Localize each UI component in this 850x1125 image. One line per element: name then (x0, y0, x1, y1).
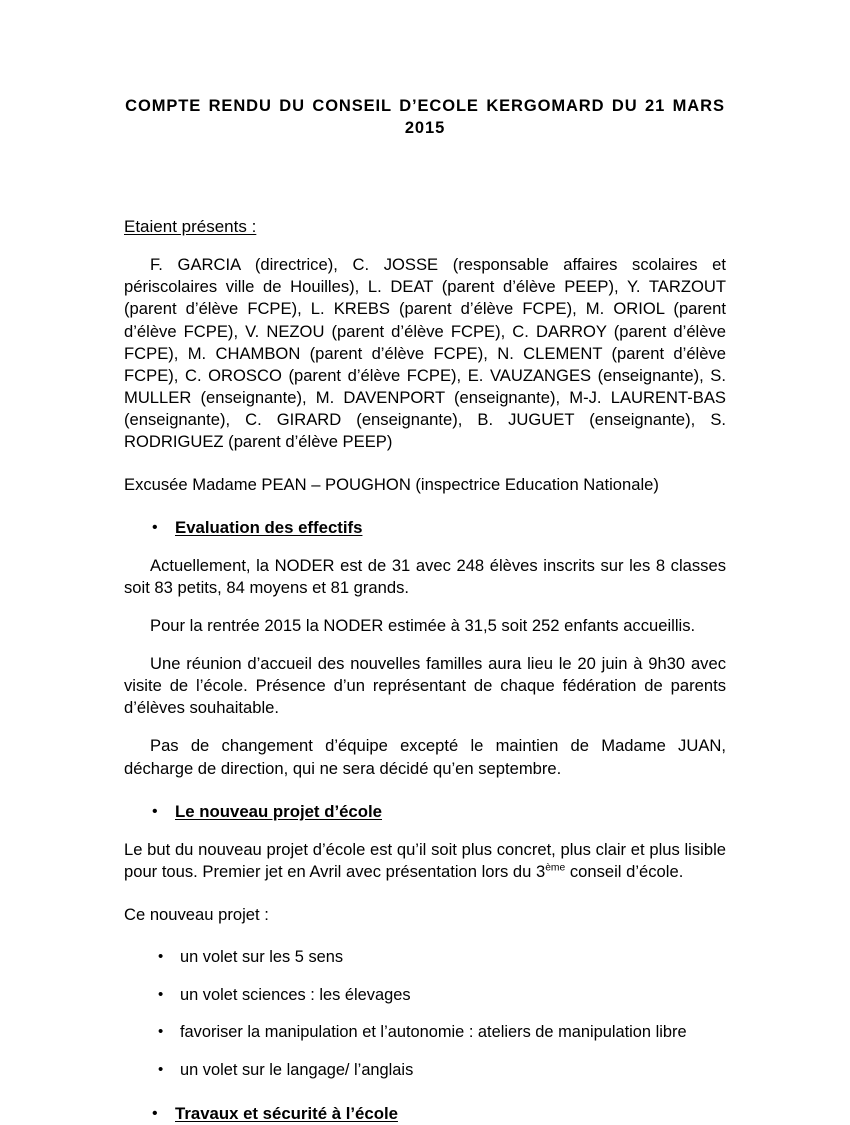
list-item (124, 1060, 726, 1082)
document-content (124, 0, 726, 1125)
spacer (124, 496, 726, 517)
section-heading-label: Le nouveau projet d’école (175, 801, 383, 821)
project-intro-text-a: Le but du nouveau projet d’école est qu’il soit plus concret, plus clair et plus lisible pour tous. Premier jet en Avril avec présentation lors du 3 (124, 839, 726, 881)
list-item (124, 1022, 726, 1044)
spacer (124, 926, 726, 947)
page-title: COMPTE RENDU DU CONSEIL D’ECOLE KERGOMARD DU 21 MARS 2015 (125, 97, 725, 137)
spacer (124, 969, 726, 985)
spacer (124, 599, 726, 615)
attendance-list: F. GARCIA (directrice), C. JOSSE (responsable affaires scolaires et périscolaires ville de Houilles), L. DEAT (parent d’élève PEEP), Y. TARZOUT (parent d’élève FCPE), L. KREBS (parent d’élève FCPE), M. ORIOL (parent d’élève FCPE), V. NEZOU (parent d’élève FCPE), C. DARROY (parent d’élève FCPE), M. CHAMBON (parent d’élève FCPE), N. CLEMENT (parent d’élève FCPE), C. OROSCO (parent d’élève FCPE), E. VAUZANGES (enseignante), S. MULLER (enseignante), M. DAVENPORT (enseignante), M-J. LAURENT-BAS (enseignante), C. GIRARD (enseignante), B. JUGUET (enseignante), S. RODRIGUEZ (parent d’élève PEEP) (124, 255, 726, 451)
paragraph: Pas de changement d’équipe excepté le maintien de Madame JUAN, décharge de direction, qui ne sera décidé qu’en septembre. (124, 736, 726, 778)
spacer (124, 823, 726, 839)
paragraph: Une réunion d’accueil des nouvelles familles aura lieu le 20 juin à 9h30 avec visite de l’école. Présence d’un représentant de chaque fédération de parents d’élèves souhaitable. (124, 654, 726, 718)
bullet-icon: • (158, 985, 164, 1003)
spacer (124, 1082, 726, 1103)
bullet-icon: • (158, 1060, 164, 1078)
spacer (124, 883, 726, 904)
list-item-label: favoriser la manipulation et l’autonomie : ateliers de manipulation libre (180, 1023, 687, 1042)
list-item-label: un volet sur le langage/ l’anglais (180, 1060, 414, 1079)
attendance-excused: Excusée Madame PEAN – POUGHON (inspectrice Education Nationale) (124, 474, 659, 494)
spacer (124, 780, 726, 801)
spacer (124, 453, 726, 474)
list-item (124, 985, 726, 1007)
list-item (124, 947, 726, 969)
project-intro-paragraph (124, 839, 726, 883)
section-heading-label: Travaux et sécurité à l’école (175, 1103, 398, 1123)
spacer (124, 238, 726, 254)
section-heading-le-nouveau-projet-decole (124, 801, 726, 823)
attendance-heading: Etaient présents : (124, 216, 257, 236)
project-intro-text-b: conseil d’école. (565, 861, 684, 881)
ordinal-suffix: ème (545, 862, 566, 874)
list-item-label: un volet sciences : les élevages (180, 985, 411, 1004)
attendance-heading-row (124, 216, 726, 238)
bullet-icon: • (158, 947, 164, 965)
spacer (124, 539, 726, 555)
section-heading-travaux-et-securite-a-lecole (124, 1103, 726, 1125)
bullet-icon: • (158, 1023, 164, 1041)
spacer (124, 719, 726, 735)
list-item-label: un volet sur les 5 sens (180, 947, 344, 966)
bullet-icon: • (152, 802, 158, 820)
paragraph: Actuellement, la NODER est de 31 avec 248 élèves inscrits sur les 8 classes soit 83 petits, 84 moyens et 81 grands. (124, 556, 726, 598)
paragraph: Pour la rentrée 2015 la NODER estimée à 31,5 soit 252 enfants accueillis. (150, 616, 696, 636)
project-list-intro: Ce nouveau projet : (124, 904, 269, 924)
section-heading-evaluation-des-effectifs (124, 517, 726, 539)
spacer (124, 1006, 726, 1022)
spacer (124, 1044, 726, 1060)
section-heading-label: Evaluation des effectifs (175, 517, 363, 537)
spacer (124, 637, 726, 653)
attendance-block (124, 140, 726, 496)
bullet-icon: • (152, 1104, 158, 1122)
bullet-icon: • (152, 518, 158, 536)
